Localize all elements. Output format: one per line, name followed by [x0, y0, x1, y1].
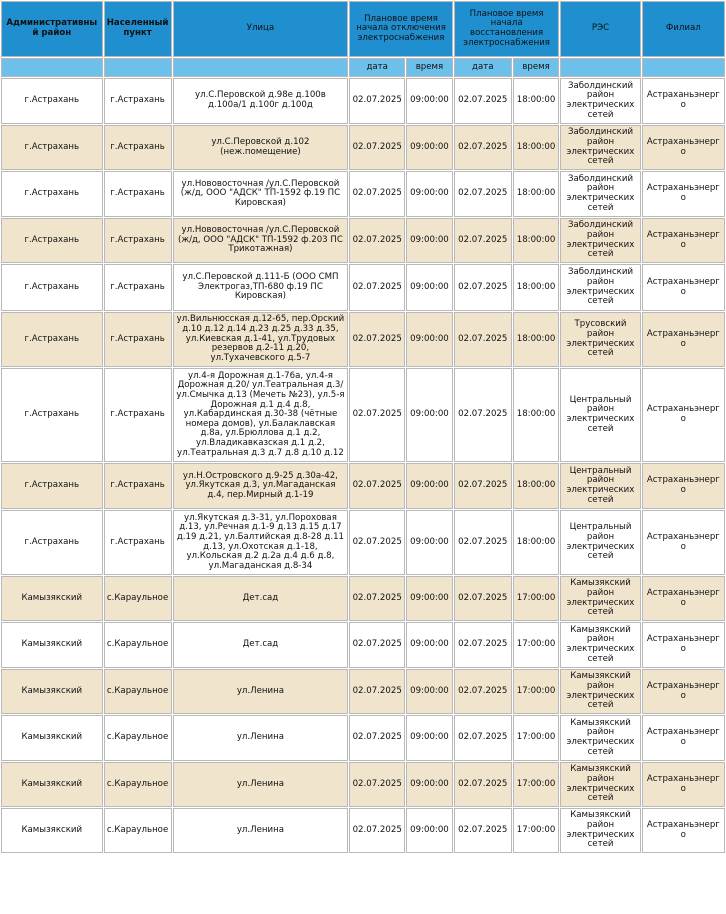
subheader-off-time: время: [406, 58, 453, 77]
branch-cell: Астраханьэнерго: [642, 669, 725, 714]
branch-cell: Астраханьэнерго: [642, 808, 725, 853]
table-row: [1, 510, 725, 575]
district-cell: Камызякский: [1, 576, 103, 621]
street-cell: ул.Н.Островского д.9-25 д.30а-42, ул.Якутская д.3, ул.Магаданская д.4, пер.Мирный д.1-19: [173, 463, 349, 509]
locality-cell: с.Караульное: [104, 715, 172, 761]
restore-time-cell: 17:00:00: [513, 762, 560, 807]
restore-date-cell: 02.07.2025: [454, 368, 512, 462]
res-cell: Заболдинский район электрических сетей: [560, 264, 640, 311]
locality-cell: г.Астрахань: [104, 368, 172, 462]
res-cell: Центральный район электрических сетей: [560, 368, 640, 462]
table-row: [1, 808, 725, 853]
district-cell: Камызякский: [1, 762, 103, 807]
header-row: [1, 1, 725, 57]
off-time-cell: 09:00:00: [406, 264, 453, 311]
res-cell: Камызякский район электрических сетей: [560, 669, 640, 714]
restore-time-cell: 18:00:00: [513, 312, 560, 367]
off-date-cell: 02.07.2025: [349, 669, 405, 714]
locality-cell: г.Астрахань: [104, 264, 172, 311]
restore-date-cell: 02.07.2025: [454, 171, 512, 217]
district-cell: г.Астрахань: [1, 78, 103, 124]
locality-cell: с.Караульное: [104, 669, 172, 714]
subheader-row: [1, 58, 725, 77]
restore-time-cell: 18:00:00: [513, 463, 560, 509]
street-cell: ул.С.Перовской д.102 (неж.помещение): [173, 125, 349, 170]
header-branch: Филиал: [642, 1, 725, 57]
off-date-cell: 02.07.2025: [349, 510, 405, 575]
branch-cell: Астраханьэнерго: [642, 368, 725, 462]
off-date-cell: 02.07.2025: [349, 171, 405, 217]
street-cell: ул.4-я Дорожная д.1-76а, ул.4-я Дорожная д.20/ ул.Театральная д.3/ ул.Смычка д.13 (Мечеть №23), ул.5-я Дорожная д.1 д.4 д.8, ул.Кабардинская д.30-38 (чётные номера домов), ул.Балаклавская д.8а, ул.Брюллова д.1 д.2, ул.Владикавказская д.1 д.2, ул.Театральная д.3 д.7 д.8 д.10 д.12: [173, 368, 349, 462]
off-date-cell: 02.07.2025: [349, 808, 405, 853]
restore-time-cell: 17:00:00: [513, 808, 560, 853]
res-cell: Центральный район электрических сетей: [560, 510, 640, 575]
res-cell: Заболдинский район электрических сетей: [560, 218, 640, 263]
locality-cell: г.Астрахань: [104, 171, 172, 217]
restore-date-cell: 02.07.2025: [454, 218, 512, 263]
restore-date-cell: 02.07.2025: [454, 762, 512, 807]
header-locality: Населенный пункт: [104, 1, 172, 57]
off-time-cell: 09:00:00: [406, 125, 453, 170]
res-cell: Заболдинский район электрических сетей: [560, 125, 640, 170]
table-body: [1, 78, 725, 853]
district-cell: г.Астрахань: [1, 125, 103, 170]
branch-cell: Астраханьэнерго: [642, 264, 725, 311]
locality-cell: с.Караульное: [104, 622, 172, 668]
restore-time-cell: 18:00:00: [513, 510, 560, 575]
table-row: [1, 171, 725, 217]
locality-cell: с.Караульное: [104, 808, 172, 853]
subheader-empty: [173, 58, 349, 77]
branch-cell: Астраханьэнерго: [642, 218, 725, 263]
locality-cell: г.Астрахань: [104, 312, 172, 367]
subheader-off-date: дата: [349, 58, 405, 77]
restore-time-cell: 18:00:00: [513, 171, 560, 217]
off-date-cell: 02.07.2025: [349, 622, 405, 668]
locality-cell: г.Астрахань: [104, 125, 172, 170]
locality-cell: с.Караульное: [104, 762, 172, 807]
district-cell: г.Астрахань: [1, 510, 103, 575]
subheader-empty: [1, 58, 103, 77]
header-admin-district: Административный район: [1, 1, 103, 57]
table-row: [1, 125, 725, 170]
off-time-cell: 09:00:00: [406, 312, 453, 367]
district-cell: г.Астрахань: [1, 171, 103, 217]
res-cell: Камызякский район электрических сетей: [560, 622, 640, 668]
street-cell: ул.Ленина: [173, 669, 349, 714]
restore-date-cell: 02.07.2025: [454, 510, 512, 575]
district-cell: Камызякский: [1, 669, 103, 714]
table-row: [1, 463, 725, 509]
district-cell: г.Астрахань: [1, 312, 103, 367]
off-date-cell: 02.07.2025: [349, 762, 405, 807]
district-cell: г.Астрахань: [1, 463, 103, 509]
off-date-cell: 02.07.2025: [349, 312, 405, 367]
locality-cell: г.Астрахань: [104, 218, 172, 263]
restore-time-cell: 18:00:00: [513, 125, 560, 170]
subheader-empty: [642, 58, 725, 77]
restore-date-cell: 02.07.2025: [454, 463, 512, 509]
street-cell: ул.С.Перовской д.98е д.100в д.100а/1 д.100г д.100д: [173, 78, 349, 124]
street-cell: ул.Вильнюсская д.12-65, пер.Орский д.10 д.12 д.14 д.23 д.25 д.33 д.35, ул.Киевская д.1-41, ул.Трудовых резервов д.2-11 д.20, ул.Тухачевского д.5-7: [173, 312, 349, 367]
locality-cell: г.Астрахань: [104, 78, 172, 124]
off-date-cell: 02.07.2025: [349, 715, 405, 761]
branch-cell: Астраханьэнерго: [642, 125, 725, 170]
street-cell: ул.Якутская д.3-31, ул.Пороховая д.13, ул.Речная д.1-9 д.13 д.15 д.17 д.19 д.21, ул.Балтийская д.8-28 д.11 д.13, ул.Охотская д.1-18, ул.Кольская д.2 д.2а д.4 д.6 д.8, ул.Магаданская д.8-34: [173, 510, 349, 575]
restore-time-cell: 18:00:00: [513, 264, 560, 311]
restore-time-cell: 17:00:00: [513, 576, 560, 621]
branch-cell: Астраханьэнерго: [642, 762, 725, 807]
off-time-cell: 09:00:00: [406, 78, 453, 124]
restore-time-cell: 18:00:00: [513, 78, 560, 124]
header-planned-restore: Плановое время начала восстановления электроснабжения: [454, 1, 560, 57]
restore-time-cell: 18:00:00: [513, 218, 560, 263]
street-cell: ул.Нововосточная /ул.С.Перовской (ж/д, ООО "АДСК" ТП-1592 ф.203 ПС Трикотажная): [173, 218, 349, 263]
branch-cell: Астраханьэнерго: [642, 576, 725, 621]
restore-date-cell: 02.07.2025: [454, 125, 512, 170]
locality-cell: г.Астрахань: [104, 463, 172, 509]
off-time-cell: 09:00:00: [406, 368, 453, 462]
restore-time-cell: 17:00:00: [513, 715, 560, 761]
off-date-cell: 02.07.2025: [349, 218, 405, 263]
off-time-cell: 09:00:00: [406, 510, 453, 575]
branch-cell: Астраханьэнерго: [642, 78, 725, 124]
table-row: [1, 368, 725, 462]
street-cell: Дет.сад: [173, 576, 349, 621]
subheader-empty: [560, 58, 640, 77]
off-time-cell: 09:00:00: [406, 218, 453, 263]
off-time-cell: 09:00:00: [406, 762, 453, 807]
res-cell: Камызякский район электрических сетей: [560, 576, 640, 621]
off-date-cell: 02.07.2025: [349, 264, 405, 311]
district-cell: Камызякский: [1, 715, 103, 761]
locality-cell: г.Астрахань: [104, 510, 172, 575]
off-date-cell: 02.07.2025: [349, 78, 405, 124]
restore-date-cell: 02.07.2025: [454, 312, 512, 367]
branch-cell: Астраханьэнерго: [642, 622, 725, 668]
res-cell: Камызякский район электрических сетей: [560, 762, 640, 807]
restore-date-cell: 02.07.2025: [454, 264, 512, 311]
street-cell: ул.Ленина: [173, 808, 349, 853]
restore-time-cell: 17:00:00: [513, 622, 560, 668]
off-time-cell: 09:00:00: [406, 171, 453, 217]
street-cell: Дет.сад: [173, 622, 349, 668]
table-row: [1, 669, 725, 714]
header-planned-off: Плановое время начала отключения электроснабжения: [349, 1, 453, 57]
branch-cell: Астраханьэнерго: [642, 171, 725, 217]
branch-cell: Астраханьэнерго: [642, 510, 725, 575]
subheader-restore-time: время: [513, 58, 560, 77]
district-cell: г.Астрахань: [1, 368, 103, 462]
restore-date-cell: 02.07.2025: [454, 715, 512, 761]
table-row: [1, 715, 725, 761]
table-row: [1, 78, 725, 124]
locality-cell: с.Караульное: [104, 576, 172, 621]
off-time-cell: 09:00:00: [406, 576, 453, 621]
off-date-cell: 02.07.2025: [349, 368, 405, 462]
off-time-cell: 09:00:00: [406, 808, 453, 853]
res-cell: Камызякский район электрических сетей: [560, 808, 640, 853]
restore-date-cell: 02.07.2025: [454, 669, 512, 714]
res-cell: Заболдинский район электрических сетей: [560, 78, 640, 124]
restore-date-cell: 02.07.2025: [454, 622, 512, 668]
res-cell: Заболдинский район электрических сетей: [560, 171, 640, 217]
res-cell: Камызякский район электрических сетей: [560, 715, 640, 761]
district-cell: г.Астрахань: [1, 264, 103, 311]
off-date-cell: 02.07.2025: [349, 576, 405, 621]
restore-date-cell: 02.07.2025: [454, 78, 512, 124]
header-res: РЭС: [560, 1, 640, 57]
street-cell: ул.Ленина: [173, 762, 349, 807]
res-cell: Центральный район электрических сетей: [560, 463, 640, 509]
branch-cell: Астраханьэнерго: [642, 463, 725, 509]
restore-time-cell: 17:00:00: [513, 669, 560, 714]
street-cell: ул.С.Перовской д.111-Б (ООО СМП Электрогаз,ТП-680 ф.19 ПС Кировская): [173, 264, 349, 311]
off-time-cell: 09:00:00: [406, 622, 453, 668]
restore-time-cell: 18:00:00: [513, 368, 560, 462]
restore-date-cell: 02.07.2025: [454, 808, 512, 853]
off-time-cell: 09:00:00: [406, 715, 453, 761]
district-cell: Камызякский: [1, 622, 103, 668]
table-row: [1, 218, 725, 263]
restore-date-cell: 02.07.2025: [454, 576, 512, 621]
off-time-cell: 09:00:00: [406, 669, 453, 714]
table-row: [1, 312, 725, 367]
off-time-cell: 09:00:00: [406, 463, 453, 509]
table-row: [1, 264, 725, 311]
table-row: [1, 576, 725, 621]
off-date-cell: 02.07.2025: [349, 463, 405, 509]
table-row: [1, 622, 725, 668]
header-street: Улица: [173, 1, 349, 57]
street-cell: ул.Ленина: [173, 715, 349, 761]
district-cell: Камызякский: [1, 808, 103, 853]
subheader-empty: [104, 58, 172, 77]
district-cell: г.Астрахань: [1, 218, 103, 263]
street-cell: ул.Нововосточная /ул.С.Перовской (ж/д, ООО "АДСК" ТП-1592 ф.19 ПС Кировская): [173, 171, 349, 217]
res-cell: Трусовский район электрических сетей: [560, 312, 640, 367]
off-date-cell: 02.07.2025: [349, 125, 405, 170]
subheader-restore-date: дата: [454, 58, 512, 77]
branch-cell: Астраханьэнерго: [642, 715, 725, 761]
branch-cell: Астраханьэнерго: [642, 312, 725, 367]
table-row: [1, 762, 725, 807]
